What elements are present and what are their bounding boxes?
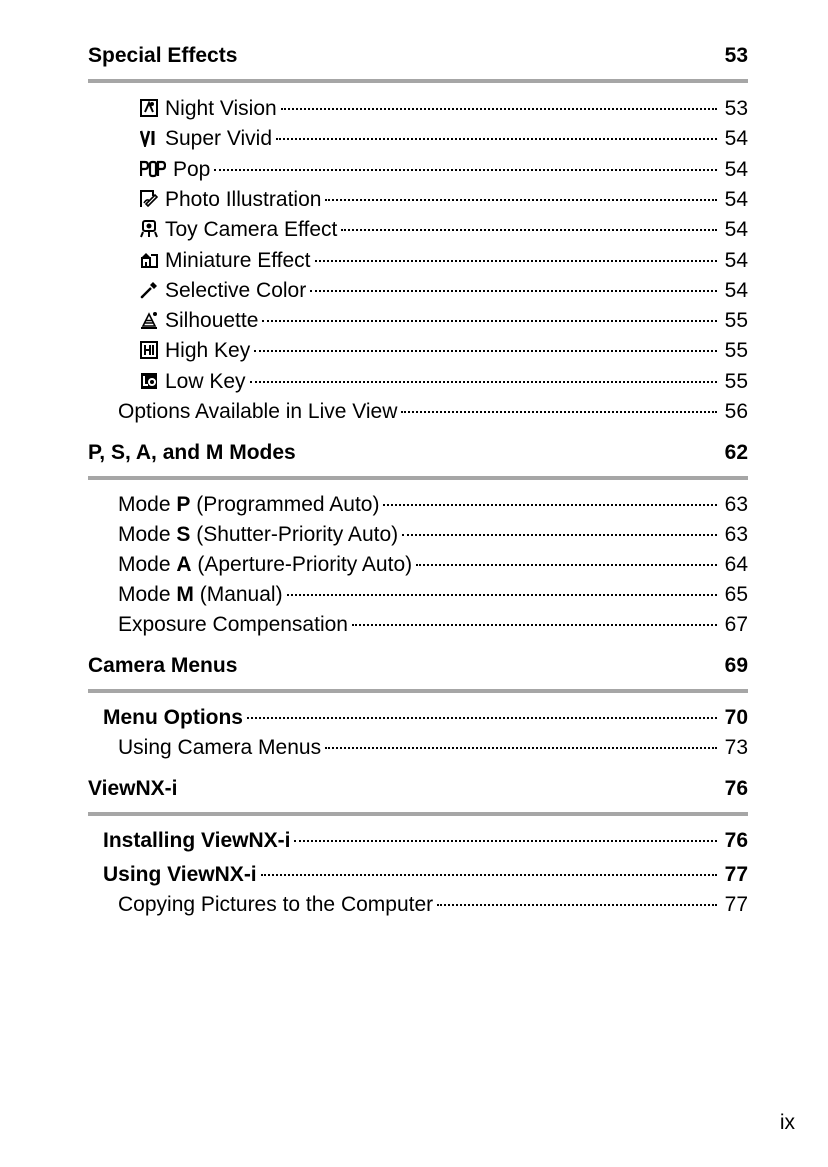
- toc-entry-page: 54: [724, 158, 748, 181]
- section-divider: [88, 689, 748, 693]
- dot-leader: [287, 594, 717, 596]
- section-title: ViewNX-i: [88, 777, 178, 800]
- toc-entry-installing-viewnx-i[interactable]: [103, 827, 748, 855]
- dot-leader: [325, 747, 717, 749]
- toc-entry-title: Menu Options: [103, 706, 243, 729]
- pop-icon: [140, 160, 166, 178]
- dot-leader: [247, 717, 717, 719]
- toc-entry-title: Using Camera Menus: [118, 736, 322, 759]
- toc-entry-title: Using ViewNX-i: [103, 863, 257, 886]
- toc-entry-title: Miniature Effect: [165, 249, 311, 272]
- dot-leader: [261, 874, 717, 876]
- dot-leader: [276, 138, 717, 140]
- toc-entry-mode-s[interactable]: [118, 521, 748, 549]
- toc-entry-title: Mode M (Manual): [118, 583, 283, 606]
- toc-entry-pop[interactable]: [140, 156, 748, 184]
- toc-entry-page: 63: [724, 493, 748, 516]
- toc-entry-high-key[interactable]: [140, 337, 748, 365]
- dot-leader: [383, 504, 716, 506]
- section-page: 69: [724, 654, 748, 677]
- dot-leader: [250, 381, 717, 383]
- section-page: 76: [724, 777, 748, 800]
- section-heading: [88, 44, 748, 68]
- toc-entry-title: Mode S (Shutter-Priority Auto): [118, 523, 399, 546]
- toc-entry-night-vision[interactable]: [140, 95, 748, 123]
- miniature-icon: [140, 251, 158, 269]
- page-number: ix: [779, 1111, 795, 1134]
- toc-entry-mode-m[interactable]: [118, 581, 748, 609]
- toc-entry-photo-illustration[interactable]: [140, 186, 748, 214]
- toc-entry-page: 67: [724, 613, 748, 636]
- toc-entry-title: Options Available in Live View: [118, 400, 398, 423]
- toc-entry-title: Silhouette: [165, 309, 259, 332]
- toc-entry-title: Exposure Compensation: [118, 613, 348, 636]
- section-divider: [88, 476, 748, 480]
- toc-entry-low-key[interactable]: [140, 368, 748, 396]
- toy-camera-icon: [140, 220, 158, 238]
- section-page: 62: [724, 441, 748, 464]
- toc-entry-title: Night Vision: [165, 97, 277, 120]
- toc-entry-miniature-effect[interactable]: [140, 247, 748, 275]
- toc-entry-options-live-view[interactable]: [118, 398, 748, 426]
- toc-entry-mode-p[interactable]: [118, 491, 748, 519]
- section-viewnx-i: [88, 777, 748, 816]
- dot-leader: [416, 564, 717, 566]
- toc-entry-page: 55: [724, 309, 748, 332]
- toc-entry-mode-a[interactable]: [118, 551, 748, 579]
- section-divider: [88, 79, 748, 83]
- toc-entry-page: 64: [724, 553, 748, 576]
- section-heading: [88, 441, 748, 465]
- dot-leader: [341, 229, 716, 231]
- toc-entry-title: High Key: [165, 339, 251, 362]
- toc-entry-page: 54: [724, 249, 748, 272]
- toc-entry-page: 65: [724, 583, 748, 606]
- toc-entry-page: 73: [724, 736, 748, 759]
- toc-entry-title: Photo Illustration: [165, 188, 322, 211]
- toc-entry-copying-pictures[interactable]: [118, 891, 748, 919]
- dot-leader: [310, 290, 716, 292]
- toc-entry-menu-options[interactable]: [103, 704, 748, 732]
- toc-entry-page: 70: [724, 706, 748, 729]
- section-camera-menus: [88, 654, 748, 693]
- section-psam-modes: [88, 441, 748, 480]
- selective-color-icon: [140, 281, 158, 299]
- toc-entry-exposure-compensation[interactable]: [118, 611, 748, 639]
- toc-entry-toy-camera-effect[interactable]: [140, 216, 748, 244]
- toc-entry-title: Copying Pictures to the Computer: [118, 893, 434, 916]
- toc-entry-page: 54: [724, 188, 748, 211]
- toc-entry-super-vivid[interactable]: [140, 125, 748, 153]
- dot-leader: [352, 624, 717, 626]
- super-vivid-icon: [140, 129, 158, 147]
- toc-entry-title: Pop: [173, 158, 211, 181]
- low-key-icon: [140, 372, 158, 390]
- section-special-effects: [88, 44, 748, 83]
- photo-illustration-icon: [140, 190, 158, 208]
- toc-entry-using-camera-menus[interactable]: [118, 734, 748, 762]
- toc-entry-title: Mode P (Programmed Auto): [118, 493, 380, 516]
- toc-entry-title: Toy Camera Effect: [165, 218, 338, 241]
- dot-leader: [281, 108, 717, 110]
- dot-leader: [214, 169, 716, 171]
- dot-leader: [402, 534, 717, 536]
- dot-leader: [325, 199, 716, 201]
- toc-entry-page: 54: [724, 127, 748, 150]
- dot-leader: [262, 320, 716, 322]
- toc-entry-title: Mode A (Aperture-Priority Auto): [118, 553, 413, 576]
- dot-leader: [437, 904, 716, 906]
- toc-entry-page: 77: [724, 863, 748, 886]
- silhouette-icon: [140, 311, 158, 329]
- toc-entry-using-viewnx-i[interactable]: [103, 861, 748, 889]
- toc-entry-page: 54: [724, 218, 748, 241]
- toc-entry-page: 53: [724, 97, 748, 120]
- toc-entry-page: 76: [724, 829, 748, 852]
- toc-entry-page: 55: [724, 370, 748, 393]
- high-key-icon: [140, 341, 158, 359]
- dot-leader: [315, 260, 717, 262]
- toc-entry-title: Selective Color: [165, 279, 307, 302]
- toc-entry-page: 55: [724, 339, 748, 362]
- section-heading: [88, 777, 748, 801]
- dot-leader: [254, 350, 716, 352]
- section-divider: [88, 812, 748, 816]
- toc-entry-page: 56: [724, 400, 748, 423]
- section-page: 53: [724, 44, 748, 67]
- section-title: Camera Menus: [88, 654, 238, 677]
- dot-leader: [294, 840, 716, 842]
- section-heading: [88, 654, 748, 678]
- dot-leader: [401, 411, 716, 413]
- section-title: Special Effects: [88, 44, 238, 67]
- toc-entry-title: Super Vivid: [165, 127, 273, 150]
- toc-entry-page: 54: [724, 279, 748, 302]
- toc-entry-title: Installing ViewNX-i: [103, 829, 291, 852]
- toc-entry-selective-color[interactable]: [140, 277, 748, 305]
- toc-entry-silhouette[interactable]: [140, 307, 748, 335]
- toc-entry-title: Low Key: [165, 370, 246, 393]
- night-vision-icon: [140, 99, 158, 117]
- section-title: P, S, A, and M Modes: [88, 441, 296, 464]
- toc-entry-page: 77: [724, 893, 748, 916]
- toc-entry-page: 63: [724, 523, 748, 546]
